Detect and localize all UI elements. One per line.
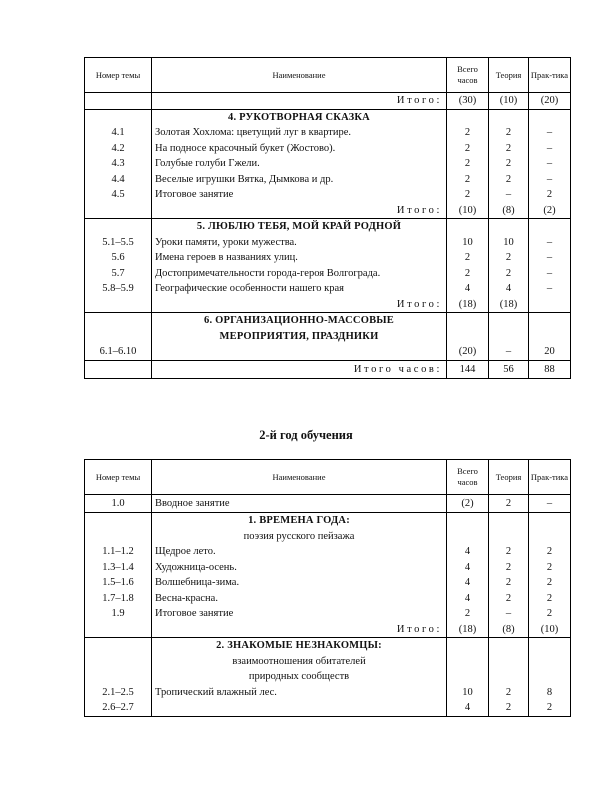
hours-practice: 2 bbox=[546, 561, 553, 573]
hours-all: 10 bbox=[462, 686, 473, 698]
course-plan-table-year-2 bbox=[84, 459, 571, 717]
topic-number: 5.8–5.9 bbox=[102, 283, 134, 294]
topic-title: Тропический влажный лес. bbox=[155, 686, 277, 698]
hours-theory: 4 bbox=[505, 283, 512, 294]
section-title: 6. ОРГАНИЗАЦИОННО-МАССОВЫЕ bbox=[204, 315, 394, 326]
section-total-all: (18) bbox=[458, 623, 477, 635]
grand-total-row bbox=[85, 360, 571, 378]
hours-practice: – bbox=[546, 283, 553, 294]
header-total-hours: Всего часов bbox=[447, 58, 489, 93]
section-total-all: (18) bbox=[458, 298, 477, 310]
topic-number: 4.3 bbox=[111, 158, 125, 169]
hours-all: 4 bbox=[464, 577, 471, 588]
hours-theory: 2 bbox=[505, 173, 512, 185]
hours-all: 4 bbox=[464, 283, 471, 294]
hours-practice: – bbox=[546, 236, 553, 248]
header-topic-number: Номер темы bbox=[85, 58, 152, 93]
hours-theory: 2 bbox=[505, 561, 512, 573]
topic-title: Географические особенности нашего края bbox=[155, 283, 345, 294]
section-total-all: (10) bbox=[458, 204, 477, 216]
hours-all: 2 bbox=[464, 267, 471, 279]
topic-number: 1.5–1.6 bbox=[102, 577, 134, 588]
hours-all: 4 bbox=[464, 546, 471, 557]
section-block bbox=[85, 219, 571, 313]
hours-theory: – bbox=[505, 608, 512, 619]
hours-all: 2 bbox=[464, 142, 471, 154]
header-total-hours: Всего часов bbox=[447, 460, 489, 495]
hours-practice: 2 bbox=[546, 189, 553, 200]
topic-number: 4.1 bbox=[111, 127, 125, 138]
hours-theory: 2 bbox=[505, 577, 512, 588]
hours-all: 2 bbox=[464, 608, 471, 619]
total-all: (30) bbox=[458, 95, 477, 106]
hours-theory: 2 bbox=[505, 592, 512, 604]
topic-number: 4.4 bbox=[111, 173, 125, 185]
hours-all: 2 bbox=[464, 189, 471, 200]
total-label: Итого: bbox=[396, 95, 442, 106]
hours-all: 4 bbox=[464, 702, 471, 713]
hours-practice: 2 bbox=[546, 577, 553, 588]
hours-theory: 2 bbox=[505, 267, 512, 279]
section-block bbox=[85, 109, 571, 219]
hours-theory: 2 bbox=[505, 546, 512, 557]
hours-practice: – bbox=[546, 142, 553, 154]
section-total-practice: (2) bbox=[543, 204, 556, 216]
topic-number: 1.7–1.8 bbox=[102, 592, 134, 604]
section-subtitle: поэзия русского пейзажа bbox=[243, 530, 355, 542]
hours-all: 2 bbox=[464, 252, 471, 263]
hours-practice: 8 bbox=[546, 686, 553, 698]
hours-theory: 2 bbox=[505, 158, 512, 169]
topic-title bbox=[152, 700, 446, 716]
hours-theory: 2 bbox=[505, 686, 512, 698]
hours-theory: 2 bbox=[505, 127, 512, 138]
total-theory: (10) bbox=[499, 95, 518, 106]
topic-title: Золотая Хохлома: цветущий луг в квартире. bbox=[155, 127, 352, 138]
hours-theory: – bbox=[505, 189, 512, 200]
topic-title: Весна-красна. bbox=[155, 592, 218, 604]
topic-title: Уроки памяти, уроки мужества. bbox=[155, 236, 297, 248]
section-title: 5. ЛЮБЛЮ ТЕБЯ, МОЙ КРАЙ РОДНОЙ bbox=[196, 221, 402, 232]
topic-title: Волшебница-зима. bbox=[155, 577, 240, 588]
hours-theory: – bbox=[505, 346, 512, 357]
section-total-label: Итого: bbox=[396, 623, 442, 635]
hours-practice: – bbox=[546, 498, 553, 509]
table-header-row bbox=[85, 58, 571, 93]
total-practice: (20) bbox=[540, 95, 559, 106]
topic-number: 1.1–1.2 bbox=[102, 546, 134, 557]
grand-total-theory: 56 bbox=[503, 363, 514, 375]
section-total-label: Итого: bbox=[396, 298, 442, 310]
topic-title: Итоговое занятие bbox=[155, 189, 234, 200]
header-practice: Прак-тика bbox=[529, 460, 571, 495]
hours-practice: 2 bbox=[546, 592, 553, 604]
hours-practice: – bbox=[546, 267, 553, 279]
hours-theory: 2 bbox=[505, 702, 512, 713]
topic-number: 2.6–2.7 bbox=[102, 702, 134, 713]
grand-total-all: 144 bbox=[459, 363, 476, 375]
topic-number: 2.1–2.5 bbox=[102, 686, 134, 698]
header-topic-number: Номер темы bbox=[85, 460, 152, 495]
section-subtitle: взаимоотношения обитателей bbox=[232, 655, 366, 667]
hours-all: (20) bbox=[458, 346, 477, 357]
topic-title: Художница-осень. bbox=[155, 561, 237, 573]
hours-practice: – bbox=[546, 158, 553, 169]
topic-number: 1.0 bbox=[111, 497, 125, 509]
topic-number: 1.3–1.4 bbox=[102, 561, 134, 573]
header-title: Наименование bbox=[152, 460, 447, 495]
section-total-label: Итого: bbox=[396, 204, 442, 216]
hours-practice: – bbox=[546, 127, 553, 138]
topic-number: 4.5 bbox=[111, 189, 125, 200]
hours-all: 2 bbox=[464, 173, 471, 185]
topic-title: Имена героев в названиях улиц. bbox=[155, 252, 298, 263]
section-title: МЕРОПРИЯТИЯ, ПРАЗДНИКИ bbox=[219, 330, 379, 342]
hours-practice: 2 bbox=[546, 702, 553, 713]
topic-number: 4.2 bbox=[111, 142, 125, 154]
topic-title bbox=[152, 344, 446, 360]
header-theory: Теория bbox=[489, 460, 529, 495]
topic-number: 6.1–6.10 bbox=[99, 346, 137, 357]
header-title: Наименование bbox=[152, 58, 447, 93]
grand-total-practice: 88 bbox=[544, 363, 555, 375]
table-header-row bbox=[85, 460, 571, 495]
section-subtitle: природных сообществ bbox=[248, 671, 350, 682]
topic-title: На подносе красочный букет (Жостово). bbox=[155, 142, 336, 154]
header-practice: Прак-тика bbox=[529, 58, 571, 93]
intro-row bbox=[85, 495, 571, 513]
hours-practice: 2 bbox=[546, 608, 553, 619]
section-block bbox=[85, 513, 571, 638]
hours-all: 10 bbox=[462, 236, 473, 248]
topic-number: 5.6 bbox=[111, 252, 125, 263]
hours-practice: 2 bbox=[546, 546, 553, 557]
header-theory: Теория bbox=[489, 58, 529, 93]
section-title: 2. ЗНАКОМЫЕ НЕЗНАКОМЦЫ: bbox=[216, 640, 382, 651]
section-block bbox=[85, 313, 571, 361]
topic-title: Вводное занятие bbox=[155, 498, 230, 509]
hours-all: (2) bbox=[461, 498, 474, 509]
topic-title: Щедрое лето. bbox=[155, 546, 216, 557]
hours-theory: 2 bbox=[505, 252, 512, 263]
section-total-theory: (18) bbox=[499, 298, 518, 310]
hours-all: 4 bbox=[464, 561, 471, 573]
top-total-row bbox=[85, 93, 571, 110]
year-heading: 2-й год обучения bbox=[259, 428, 353, 442]
grand-total-label: Итого часов: bbox=[353, 363, 442, 375]
topic-title: Веселые игрушки Вятка, Дымкова и др. bbox=[155, 173, 334, 185]
topic-title: Голубые голуби Гжели. bbox=[155, 158, 260, 169]
hours-all: 2 bbox=[464, 158, 471, 169]
hours-practice: 20 bbox=[544, 346, 555, 357]
section-block bbox=[85, 638, 571, 717]
topic-title: Итоговое занятие bbox=[155, 608, 234, 619]
section-total-theory: (8) bbox=[502, 623, 515, 635]
hours-theory: 2 bbox=[505, 142, 512, 154]
hours-theory: 2 bbox=[505, 498, 512, 509]
hours-practice: – bbox=[546, 173, 553, 185]
topic-number: 5.7 bbox=[111, 267, 125, 279]
course-plan-table-year-1 bbox=[84, 57, 571, 379]
section-total-practice: (10) bbox=[540, 623, 559, 635]
section-title: 1. ВРЕМЕНА ГОДА: bbox=[248, 515, 350, 526]
hours-all: 2 bbox=[464, 127, 471, 138]
hours-theory: 10 bbox=[503, 236, 514, 248]
hours-practice: – bbox=[546, 252, 553, 263]
hours-all: 4 bbox=[464, 592, 471, 604]
topic-number: 5.1–5.5 bbox=[102, 236, 134, 248]
topic-title: Достопримечательности города-героя Волгограда. bbox=[155, 267, 381, 279]
section-title: 4. РУКОТВОРНАЯ СКАЗКА bbox=[228, 111, 370, 123]
section-total-practice bbox=[529, 297, 570, 313]
topic-number: 1.9 bbox=[111, 608, 125, 619]
section-total-theory: (8) bbox=[502, 204, 515, 216]
